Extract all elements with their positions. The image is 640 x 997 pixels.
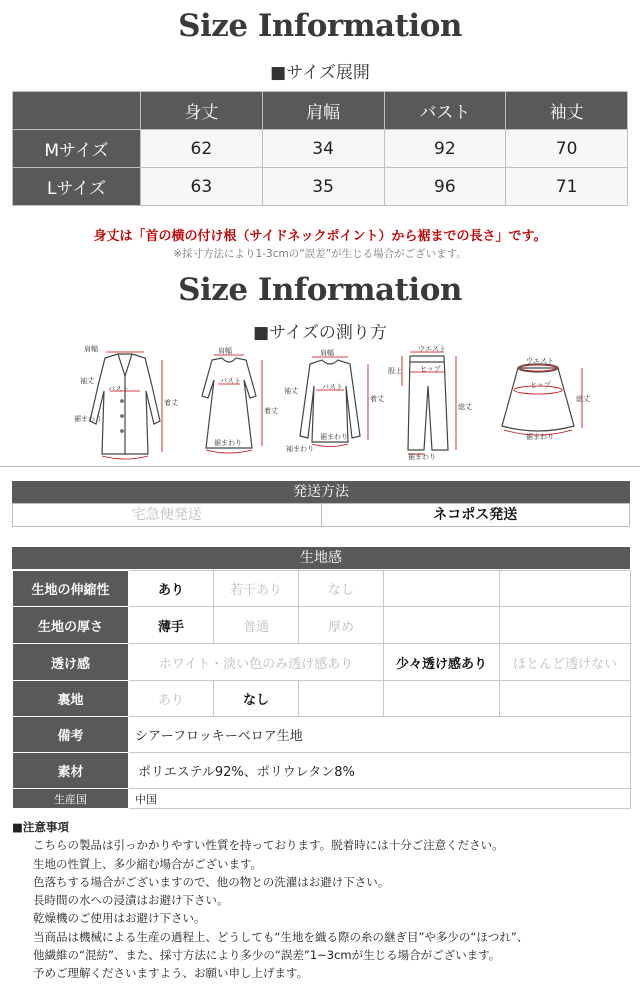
shipping-title: 発送方法	[12, 481, 630, 503]
pants-rise-label: 股上	[388, 367, 402, 375]
empty-cell	[500, 571, 631, 607]
care-notes	[12, 818, 628, 983]
top-cuff-label: 袖まわり	[286, 445, 314, 453]
remarks-label: 備考	[13, 717, 129, 753]
size-value: 70	[506, 130, 628, 168]
list-item: 生地の性質上、多少縮む場合がございます。	[33, 856, 263, 871]
stretch-option-slight: 若干あり	[214, 571, 299, 607]
stretch-label: 生地の伸縮性	[13, 571, 129, 607]
fabric-title: 生地感	[12, 547, 630, 569]
stretch-option-none: なし	[299, 571, 384, 607]
size-table-header-sleeve: 袖丈	[506, 92, 628, 130]
size-table-header-row	[13, 92, 628, 130]
top-hem-label: 裾まわり	[320, 433, 348, 441]
list-item: 長時間の水への浸漬はお避け下さい。	[33, 893, 229, 908]
size-info-heading-2: Size Information	[178, 272, 462, 308]
size-value: 34	[262, 130, 384, 168]
remarks-value: シアーフロッキーベロア生地	[129, 717, 631, 753]
coat-length-label: 着丈	[164, 399, 178, 407]
fabric-table	[12, 570, 631, 809]
pants-diagram	[382, 346, 482, 461]
pants-waist-label: ウエスト	[418, 345, 446, 353]
coat-sleeve-label: 袖丈	[80, 377, 94, 385]
skirt-hem-label: 裾まわり	[526, 433, 554, 441]
empty-cell	[384, 571, 500, 607]
list-item: 当商品は機械による生産の過程上、どうしても“生地を織る際の糸の継ぎ目”や多少の“ほつれ”、	[33, 929, 529, 944]
skirt-hip-label: ヒップ	[530, 381, 551, 389]
stretch-option-yes: あり	[129, 571, 214, 607]
thickness-option-thick: 厚め	[299, 607, 384, 644]
material-value: ポリエステル92%、ポリウレタン8%	[129, 753, 631, 789]
skirt-waist-label: ウエスト	[526, 357, 554, 365]
coat-diagram	[70, 346, 180, 461]
table-row	[13, 168, 628, 206]
top-length-label: 着丈	[370, 395, 384, 403]
thickness-label: 生地の厚さ	[13, 607, 129, 644]
lining-label: 裏地	[13, 681, 129, 717]
size-table-header-shoulder: 肩幅	[262, 92, 384, 130]
list-item: 他繊維の“混紡”、また、採寸方法により多少の“誤差”1~3cmが生じる場合がございます。	[33, 948, 501, 963]
measurement-error-note: ※採寸方法により1-3cmの“誤差”が生じる場合がございます。	[173, 248, 467, 260]
top-sleeve-label: 袖丈	[284, 387, 298, 395]
sheer-option-hardly: ほとんど透けない	[500, 644, 631, 681]
table-row	[13, 717, 631, 753]
material-label: 素材	[13, 753, 129, 789]
top-bust-label: バスト	[322, 383, 343, 391]
sheer-option-light-colors: ホワイト・淡い色のみ透け感あり	[129, 644, 384, 681]
lining-option-no: なし	[214, 681, 299, 717]
size-table-header-corner	[13, 92, 141, 130]
size-table	[12, 91, 628, 206]
size-label-l: Lサイズ	[13, 168, 141, 206]
dress-hem-label: 裾まわり	[214, 439, 242, 447]
shipping-options	[12, 503, 630, 527]
empty-cell	[500, 681, 631, 717]
size-value: 63	[141, 168, 263, 206]
empty-cell	[299, 681, 384, 717]
shipping-option-takkyubin: 宅急便発送	[131, 507, 202, 523]
table-row	[13, 130, 628, 168]
measurement-diagrams	[70, 346, 590, 461]
size-info-heading: Size Information	[178, 8, 462, 44]
size-value: 71	[506, 168, 628, 206]
table-row	[13, 607, 631, 644]
pants-length-label: 総丈	[458, 403, 472, 411]
list-item: 色落ちする場合がございますので、他の物との洗濯はお避け下さい。	[33, 874, 390, 889]
empty-cell	[384, 681, 500, 717]
dress-bust-label: バスト	[220, 377, 241, 385]
dress-diagram	[182, 346, 277, 461]
size-value: 35	[262, 168, 384, 206]
coat-shoulder-label: 肩幅	[84, 345, 98, 353]
size-value: 96	[384, 168, 506, 206]
list-item: こちらの製品は引っかかりやすい性質を持っております。脱着時には十分ご注意ください。	[33, 838, 504, 853]
care-notes-title: ■注意事項	[12, 820, 69, 834]
table-row	[13, 753, 631, 789]
sheer-option-slight: 少々透け感あり	[384, 644, 500, 681]
pants-hem-label: 裾まわり	[408, 453, 436, 461]
top-diagram	[280, 346, 384, 461]
origin-label: 生産国	[13, 789, 129, 809]
origin-value: 中国	[129, 789, 631, 809]
empty-cell	[500, 607, 631, 644]
top-shoulder-label: 肩幅	[320, 349, 334, 357]
length-definition-note: 身丈は「首の横の付け根（サイドネックポイント）から裾までの長さ」です。	[93, 229, 547, 244]
table-row	[13, 571, 631, 607]
size-table-header-bust: バスト	[384, 92, 506, 130]
dress-length-label: 着丈	[264, 407, 278, 415]
size-value: 92	[384, 130, 506, 168]
dress-shoulder-label: 肩幅	[218, 347, 232, 355]
table-row	[13, 681, 631, 717]
empty-cell	[384, 607, 500, 644]
list-item: 乾燥機のご使用はお避け下さい。	[33, 911, 206, 926]
measuring-subheading: ■サイズの測り方	[253, 323, 387, 343]
lining-option-yes: あり	[129, 681, 214, 717]
skirt-diagram	[488, 346, 590, 461]
skirt-length-label: 総丈	[576, 395, 590, 403]
care-notes-list	[12, 836, 628, 982]
thickness-option-normal: 普通	[214, 607, 299, 644]
size-label-m: Mサイズ	[13, 130, 141, 168]
size-table-header-length: 身丈	[141, 92, 263, 130]
sheer-label: 透け感	[13, 644, 129, 681]
table-row	[13, 644, 631, 681]
size-chart-subheading: ■サイズ展開	[270, 63, 370, 83]
size-value: 62	[141, 130, 263, 168]
coat-bust-label: バスト	[108, 385, 129, 393]
list-item: 予めご理解くださいますよう、お願い申し上げます。	[33, 966, 309, 981]
pants-hip-label: ヒップ	[420, 365, 441, 373]
coat-hem-label: 裾まわり	[74, 415, 102, 423]
table-row	[13, 789, 631, 809]
thickness-option-thin: 薄手	[129, 607, 214, 644]
section-divider	[0, 466, 640, 467]
shipping-option-nekopos: ネコポス発送	[321, 504, 630, 526]
